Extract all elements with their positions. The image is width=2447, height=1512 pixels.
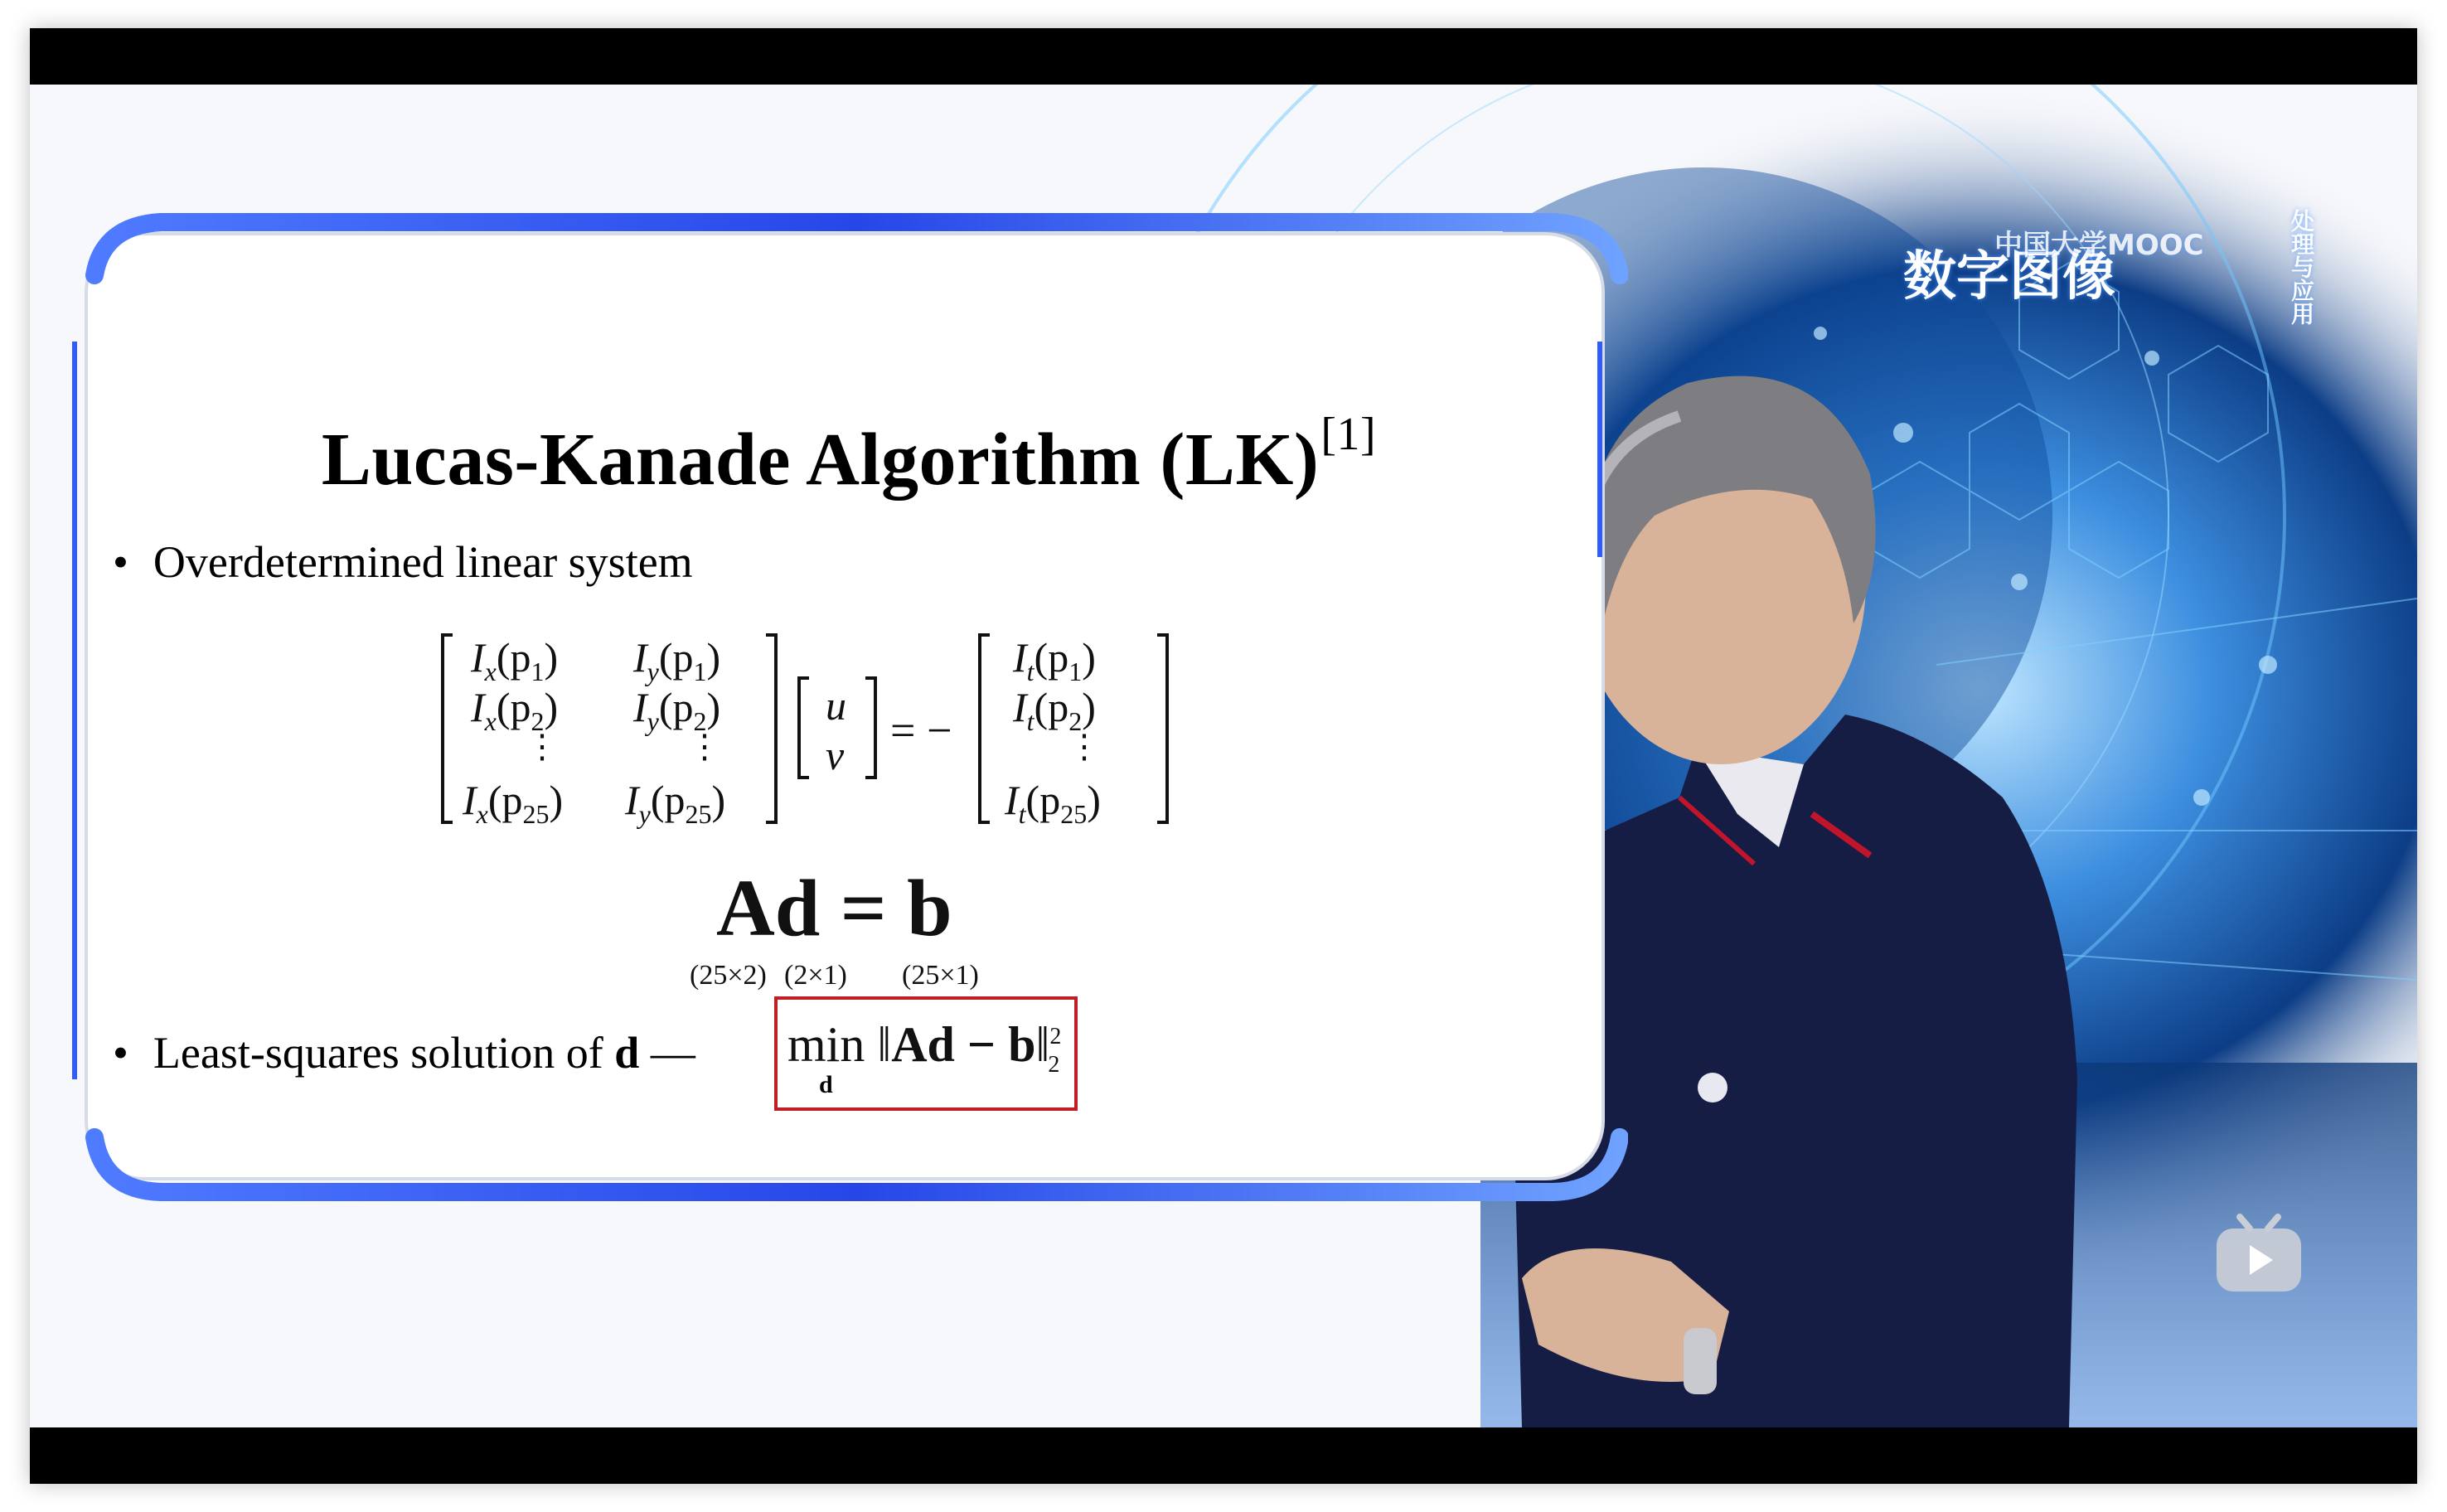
logo-main-text: 数字图像	[1903, 246, 2115, 308]
course-logo	[1895, 176, 2359, 342]
matrix-a-r3c1: $I_x(p_{25})$	[463, 777, 564, 829]
vector-b-vdots: ⋮	[1068, 728, 1101, 765]
bullet-least-squares: • Least-squares solution of d —	[113, 1028, 695, 1078]
bullet-2-dash: —	[650, 1028, 695, 1078]
lecture-slide	[70, 209, 1628, 1204]
bullet-2-var: d	[614, 1028, 640, 1078]
title-reference: [1]	[1320, 409, 1377, 460]
min-subscript: d	[819, 1071, 833, 1098]
logo-side-text: 处理与应用	[2288, 209, 2315, 325]
video-window	[30, 28, 2417, 1484]
dim-a: (25×2)	[690, 960, 767, 991]
bilibili-tv-icon[interactable]	[2213, 1212, 2304, 1295]
matrix-a-r2c1: $I_x(p_2)$	[471, 684, 559, 736]
matrix-a-r1c1: $I_x(p_1)$	[471, 634, 559, 686]
matrix-a-vdots-c2: ⋮	[688, 728, 721, 765]
min-norm-expression: min ‖Ad − b‖$^2_2$	[787, 1017, 1062, 1078]
equation-ad-b: Ad = b	[716, 864, 952, 953]
dim-b: (25×1)	[902, 960, 979, 991]
min-norm-highlight	[774, 996, 1078, 1111]
bullet-1-text: Overdetermined linear system	[153, 537, 693, 587]
dim-d: (2×1)	[784, 960, 847, 991]
video-frame[interactable]	[30, 85, 2417, 1427]
title-text: Lucas-Kanade Algorithm (LK)	[321, 419, 1320, 501]
matrix-a-vdots-c1: ⋮	[526, 728, 559, 765]
vector-b-r3: $I_t(p_{25})$	[1005, 777, 1101, 829]
matrix-a-r1c2: $I_y(p_1)$	[633, 634, 721, 686]
vector-d-v: v	[826, 732, 845, 778]
vector-b-r2: $I_t(p_2)$	[1013, 684, 1096, 736]
matrix-a-r2c2: $I_y(p_2)$	[633, 684, 721, 736]
logo-mooc-text: 中国大学MOOC	[1994, 229, 2204, 262]
matrix-a-r3c2: $I_y(p_{25})$	[625, 777, 726, 829]
bullet-overdetermined: • Overdetermined linear system	[113, 537, 693, 587]
vector-b-r1: $I_t(p_1)$	[1013, 634, 1096, 686]
bullet-2-text: Least-squares solution of	[153, 1028, 603, 1078]
vector-d-u: u	[826, 682, 846, 729]
equals-minus: = −	[890, 705, 952, 755]
